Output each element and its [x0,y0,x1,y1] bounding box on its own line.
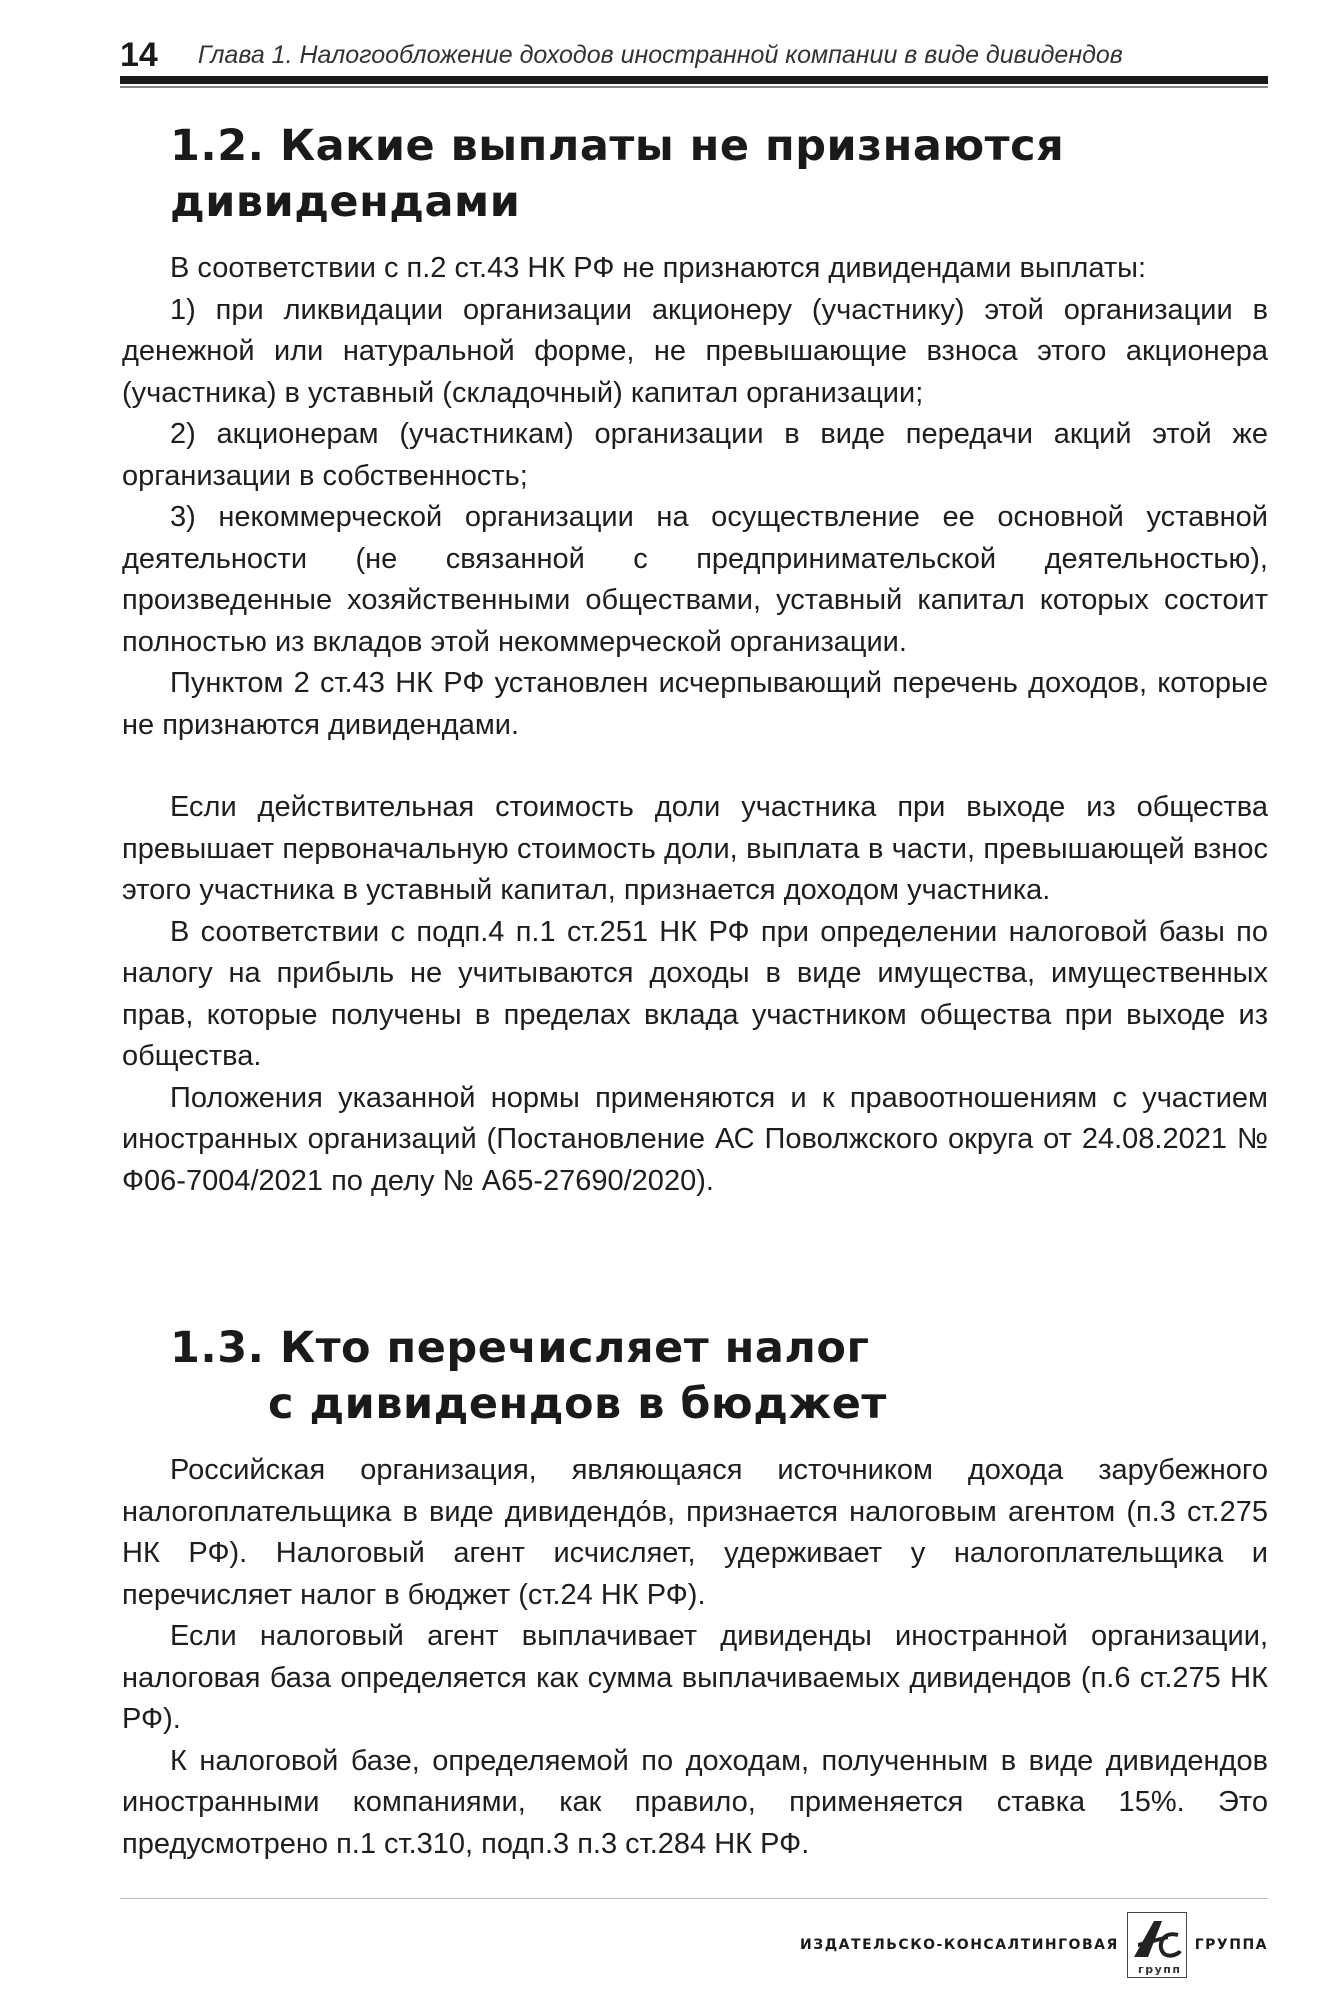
paragraph: Пунктом 2 ст.43 НК РФ установлен исчерпывающий перечень доходов, которые не признаются дивидендами. [122,667,1268,741]
paragraph: 3) некоммерческой организации на осуществление ее основной уставной деятельности (не связанной с предпринимательской деятельностью), произведенные хозяйственными обществами, уставный капитал которых состоит полностью из вкладов этой некоммерческой организации. [122,501,1268,658]
publisher-name-left: ИЗДАТЕЛЬСКО-КОНСАЛТИНГОВАЯ [800,1937,1119,1953]
page-header [120,28,1268,72]
publisher-name-right: ГРУППА [1194,1937,1268,1953]
header-rule-thin [120,86,1268,88]
publisher-mark [800,1912,1268,1978]
section-1-3-title-line1: 1.3. Кто перечисляет налог [170,1323,870,1373]
footer-rule [120,1898,1268,1899]
paragraph: В соответствии с п.2 ст.43 НК РФ не признаются дивидендами выплаты: [170,252,1147,284]
page-content [122,118,1268,1865]
paragraph: В соответствии с подп.4 п.1 ст.251 НК РФ при определении налоговой базы по налогу на прибыль не учитываются доходы в виде имущества, имущественных прав, которые получены в пределах вклада участником общества при выходе из общества. [122,915,1268,1072]
page-number: 14 [120,36,158,74]
paragraph: Если действительная стоимость доли участника при выходе из общества превышает первоначальную стоимость доли, выплата в части, превышающей взнос этого участника в уставный капитал, признается доходом участника. [122,791,1268,906]
section-1-3-title [170,1320,1268,1432]
paragraph: Если налоговый агент выплачивает дивиденды иностранной организации, налоговая база определяется как сумма выплачиваемых дивидендов (п.6 ст.275 НК РФ). [122,1620,1268,1735]
publisher-logo-icon [1127,1912,1187,1978]
section-1-3-title-line2: с дивидендов в бюджет [268,1379,887,1429]
paragraph: К налоговой базе, определяемой по доходам, полученным в виде дивидендов иностранными компаниями, как правило, применяется ставка 15%. Это предусмотрено п.1 ст.310, подп.3 п.3 ст.284 НК РФ. [122,1744,1268,1860]
running-title: Глава 1. Налогообложение доходов иностранной компании в виде дивидендов [197,41,1123,69]
paragraph: 2) акционерам (участникам) организации в виде передачи акций этой же организации в собственность; [122,418,1268,492]
paragraph: Положения указанной нормы применяются и к правоотношениям с участием иностранных организаций (Постановление АС Поволжского округа от 24.08.2021 № Ф06-7004/2021 по делу № А65-27690/2020). [122,1081,1268,1197]
header-rule [120,76,1268,84]
logo-sub-text: групп [1137,1963,1182,1976]
section-1-2-title: 1.2. Какие выплаты не признаются дивидендами [170,121,1065,227]
paragraph: Российская организация, являющаяся источником дохода зарубежного налогоплательщика в виде дивидендо́в, признается налоговым агентом (п.3 ст.275 НК РФ). Налоговый агент исчисляет, удерживает у налогоплательщика и перечисляет налог в бюджет (ст.24 НК РФ). [122,1454,1268,1611]
paragraph: 1) при ликвидации организации акционеру (участнику) этой организации в денежной или натуральной форме, не превышающие взноса этого акционера (участника) в уставный (складочный) капитал организации; [122,293,1268,409]
